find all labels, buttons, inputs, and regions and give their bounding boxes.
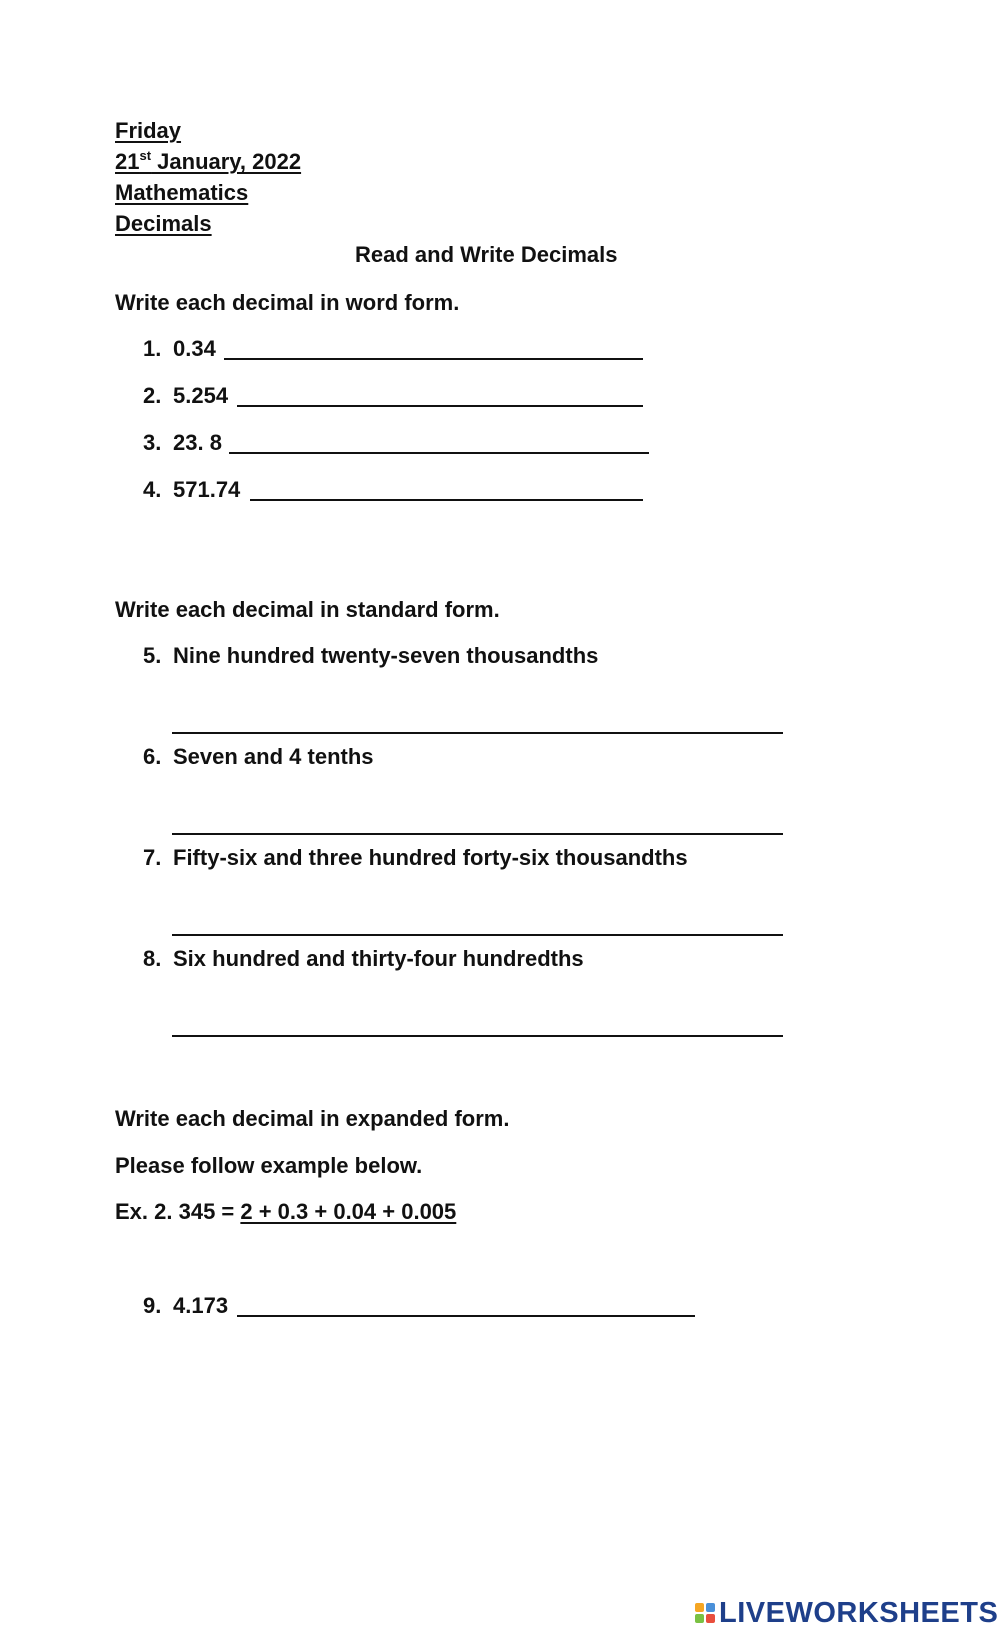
answer-line-6[interactable]: [172, 833, 783, 835]
answer-line-1[interactable]: [224, 358, 643, 360]
question-number: 6.: [143, 744, 162, 769]
question-1: [143, 338, 216, 360]
question-text: 0.34: [173, 336, 216, 361]
question-number: 1.: [143, 336, 162, 361]
section1-instruction: Write each decimal in word form.: [115, 290, 460, 315]
answer-line-8[interactable]: [172, 1035, 783, 1037]
date-day: 21: [115, 149, 140, 174]
question-text: 4.173: [173, 1293, 229, 1318]
answer-line-9[interactable]: [237, 1315, 695, 1317]
question-text: Fifty-six and three hundred forty-six thousandths: [173, 845, 688, 870]
question-6: [143, 746, 374, 768]
question-text: Nine hundred twenty-seven thousandths: [173, 643, 599, 668]
section3-instruction: Write each decimal in expanded form.: [115, 1106, 510, 1131]
example-prefix: Ex. 2. 345 =: [115, 1199, 241, 1224]
logo-square-4: [706, 1614, 715, 1623]
page-title: Read and Write Decimals: [355, 242, 618, 267]
date-suffix: st: [139, 148, 152, 163]
answer-line-2[interactable]: [237, 405, 643, 407]
question-4: [143, 479, 240, 501]
question-7: [143, 847, 688, 869]
logo-square-1: [695, 1603, 704, 1612]
question-number: 5.: [143, 643, 162, 668]
example-line: [115, 1201, 456, 1223]
logo-text: LIVEWORKSHEETS: [719, 1596, 999, 1629]
subject-label: Mathematics: [115, 180, 249, 205]
liveworksheets-logo-icon: [695, 1603, 715, 1623]
liveworksheets-logo[interactable]: [695, 1598, 998, 1628]
question-2: [143, 385, 228, 407]
day-label: Friday: [115, 118, 182, 143]
question-number: 3.: [143, 430, 162, 455]
question-text: 5.254: [173, 383, 229, 408]
logo-square-3: [695, 1614, 704, 1623]
question-5: [143, 645, 598, 667]
section2-instruction: Write each decimal in standard form.: [115, 597, 500, 622]
answer-line-3[interactable]: [229, 452, 649, 454]
question-text: 23. 8: [173, 430, 222, 455]
date-rest: January, 2022: [151, 149, 302, 174]
topic-label: Decimals: [115, 211, 212, 236]
question-8: [143, 948, 584, 970]
question-number: 7.: [143, 845, 162, 870]
question-number: 9.: [143, 1293, 162, 1318]
answer-line-4[interactable]: [250, 499, 643, 501]
question-number: 4.: [143, 477, 162, 502]
question-number: 2.: [143, 383, 162, 408]
answer-line-7[interactable]: [172, 934, 783, 936]
date-label: [115, 148, 302, 174]
example-answer: 2 + 0.3 + 0.04 + 0.005: [240, 1199, 457, 1224]
question-text: Six hundred and thirty-four hundredths: [173, 946, 584, 971]
section3-note: Please follow example below.: [115, 1153, 423, 1178]
question-3: [143, 432, 222, 454]
logo-square-2: [706, 1603, 715, 1612]
question-9: [143, 1295, 228, 1317]
question-text: Seven and 4 tenths: [173, 744, 374, 769]
answer-line-5[interactable]: [172, 732, 783, 734]
question-text: 571.74: [173, 477, 241, 502]
question-number: 8.: [143, 946, 162, 971]
